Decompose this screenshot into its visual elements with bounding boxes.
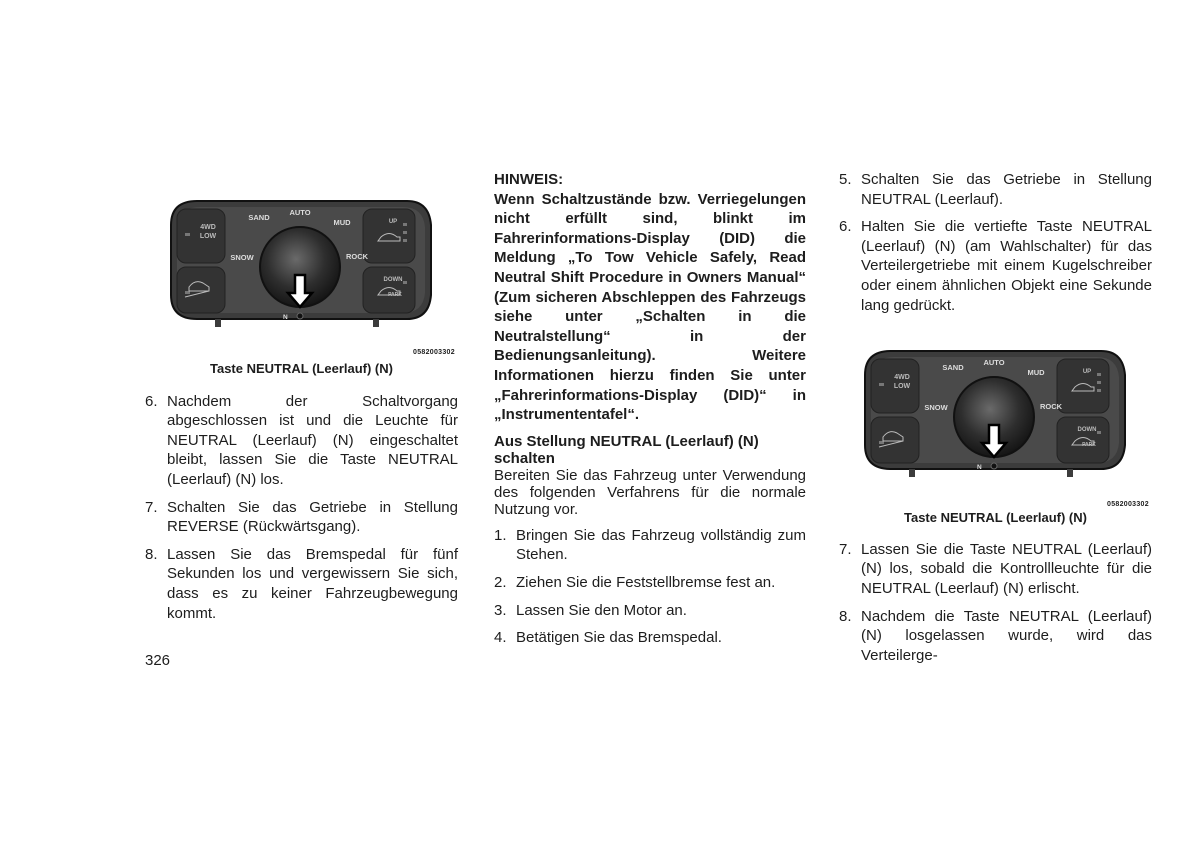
mode-sand-label: SAND — [248, 213, 270, 222]
mode-sand-label: SAND — [942, 363, 964, 373]
list-item-text: Halten Sie die vertiefte Taste NEUTRAL (Leerlauf) (N) (am Wahlschalter) für das Verteilergetriebe mit einem Kugelschreiber oder einem ähnlichen Objekt eine Sekunde lang gedrückt. — [861, 218, 1152, 314]
section-intro: Bereiten Sie das Fahrzeug unter Verwendung des folgenden Verfahrens für die normale Nutzung vor. — [494, 466, 806, 518]
list-item-number: 8. — [145, 545, 158, 563]
list-item — [839, 217, 1152, 315]
list-item-text: Ziehen Sie die Feststellbremse fest an. — [516, 573, 776, 591]
list-item-number: 6. — [145, 392, 158, 410]
list-item — [494, 526, 806, 565]
column-left — [145, 190, 458, 631]
list-item-number: 2. — [494, 573, 507, 591]
figure-caption: Taste NEUTRAL (Leerlauf) (N) — [904, 510, 1087, 526]
mode-snow-label: SNOW — [924, 403, 948, 413]
mode-auto-label: AUTO — [983, 358, 1005, 368]
list-item — [145, 392, 458, 490]
note-heading: HINWEIS: — [494, 171, 564, 188]
list-item-text: Bringen Sie das Fahrzeug vollständig zum Stehen. — [516, 526, 806, 564]
mode-rock-label: ROCK — [1039, 402, 1063, 412]
list-item-number: 7. — [839, 540, 852, 558]
list-item-number: 1. — [494, 526, 507, 544]
list-item-number: 7. — [145, 498, 158, 516]
selector-switch-illustration — [861, 345, 1161, 490]
list-item-text: Betätigen Sie das Bremspedal. — [516, 629, 722, 647]
low-label: LOW — [199, 233, 217, 240]
neutral-button[interactable] — [297, 313, 303, 319]
column-right — [839, 170, 1152, 673]
list-item — [494, 628, 806, 648]
list-item-text: Nachdem die Taste NEUTRAL (Leerlauf) (N) losgelassen wurde, wird das Verteilerge- — [861, 607, 1152, 664]
list-item-text: Schalten Sie das Getriebe in Stellung NEUTRAL (Leerlauf). — [861, 171, 1152, 208]
low-label: LOW — [893, 383, 911, 391]
figure-code: 0582003302 — [413, 349, 455, 356]
list-item — [839, 540, 1152, 599]
up-label: UP — [1082, 369, 1092, 376]
list-item-text: Lassen Sie das Bremspedal für fünf Sekunden los und vergewissern Sie sich, dass es zu keiner Fahrzeugbewegung kommt. — [167, 545, 458, 622]
neutral-button[interactable] — [991, 463, 997, 469]
park-label: PARK — [1082, 442, 1096, 449]
mode-mud-label: MUD — [1027, 368, 1045, 378]
list-item-text: Nachdem der Schaltvorgang abgeschlossen ist und die Leuchte für NEUTRAL (Leerlauf) (N) eingeschaltet bleibt, lassen Sie die Taste NEUTRAL (Leerlauf) (N) los. — [167, 392, 458, 488]
list-item-number: 5. — [839, 171, 852, 188]
neutral-n-label: N — [977, 464, 982, 472]
page-number: 326 — [145, 652, 171, 669]
list-item — [145, 545, 458, 623]
mode-auto-label: AUTO — [289, 208, 311, 217]
list-item-text: Schalten Sie das Getriebe in Stellung REVERSE (Rückwärtsgang). — [167, 498, 458, 536]
fourwd-label: 4WD — [894, 374, 910, 382]
figure-code: 0582003302 — [1107, 501, 1149, 509]
list-item — [494, 573, 806, 593]
column-middle — [494, 170, 806, 656]
mode-rock-label: ROCK — [345, 252, 369, 261]
mode-mud-label: MUD — [333, 218, 351, 227]
figure-selector-switch — [145, 190, 458, 355]
park-label: PARK — [388, 292, 402, 298]
list-item-number: 6. — [839, 218, 852, 236]
list-item — [839, 170, 1152, 209]
neutral-n-label: N — [283, 314, 288, 321]
figure-caption: Taste NEUTRAL (Leerlauf) (N) — [210, 361, 393, 376]
list-item-number: 3. — [494, 601, 507, 619]
mode-snow-label: SNOW — [230, 253, 254, 262]
note-body: Wenn Schaltzustände bzw. Verriegelungen nicht erfüllt sind, blinkt im Fahrerinformations-Display (DID) die Meldung „To Tow Vehicle Safely, Read Neutral Shift Procedure in Owners Manual“ (Zum sicheren Abschleppen des Fahrzeugs siehe unter „Schalten in die Neutralstellung“ in der Bedienungsanleitung). Weitere Informationen hierzu finden Sie unter „Fahrerinformations-Display (DID)“ in „Instrumententafel“. — [494, 190, 806, 424]
list-item-number: 8. — [839, 607, 852, 625]
selector-switch-illustration — [167, 195, 467, 340]
list-item-number: 4. — [494, 629, 507, 647]
down-label: DOWN — [1077, 427, 1097, 434]
list-item-text: Lassen Sie die Taste NEUTRAL (Leerlauf) (N) los, sobald die Kontrollleuchte für die NEUTRAL (Leerlauf) (N) erlischt. — [861, 540, 1152, 597]
figure-selector-switch — [839, 345, 1152, 510]
list-item — [145, 498, 458, 537]
list-item-text: Lassen Sie den Motor an. — [516, 601, 687, 619]
up-label: UP — [388, 219, 398, 225]
fourwd-label: 4WD — [200, 224, 216, 231]
section-heading: Aus Stellung NEUTRAL (Leerlauf) (N) schalten — [494, 432, 759, 467]
down-label: DOWN — [383, 277, 403, 283]
list-item — [494, 601, 806, 621]
list-item — [839, 607, 1152, 666]
